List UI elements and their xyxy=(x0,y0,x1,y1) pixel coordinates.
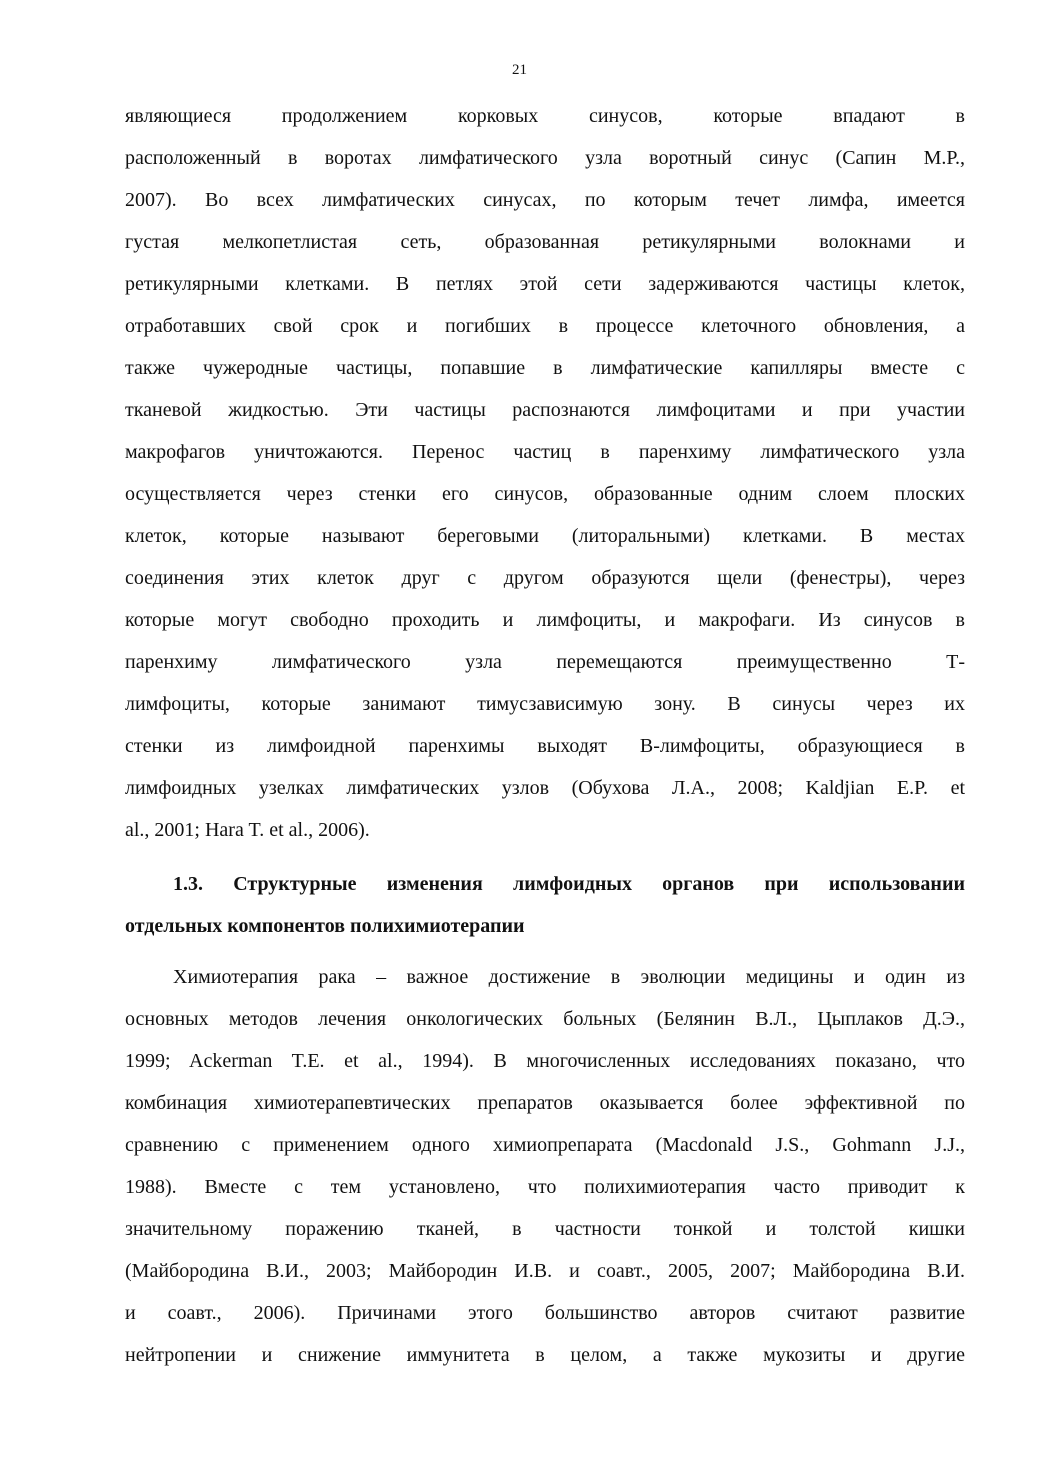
text-line: и соавт., 2006). Причинами этого большинство авторов считают развитие xyxy=(125,1302,965,1324)
text-line: лимфоциты, которые занимают тимусзависимую зону. В синусы через их xyxy=(125,693,965,715)
text-line: тканевой жидкостью. Эти частицы распознаются лимфоцитами и при участии xyxy=(125,399,965,421)
heading-line: 1.3. Структурные изменения лимфоидных органов при использовании xyxy=(173,873,965,895)
text-line: соединения этих клеток друг с другом образуются щели (фенестры), через xyxy=(125,567,965,589)
text-line: стенки из лимфоидной паренхимы выходят В-лимфоциты, образующиеся в xyxy=(125,735,965,757)
text-line: осуществляется через стенки его синусов, образованные одним слоем плоских xyxy=(125,483,965,505)
text-line: 1988). Вместе с тем установлено, что полихимиотерапия часто приводит к xyxy=(125,1176,965,1198)
text-line: (Майбородина В.И., 2003; Майбородин И.В. и соавт., 2005, 2007; Майбородина В.И. xyxy=(125,1260,965,1282)
text-line: значительному поражению тканей, в частности тонкой и толстой кишки xyxy=(125,1218,965,1240)
text-line: густая мелкопетлистая сеть, образованная ретикулярными волокнами и xyxy=(125,231,965,253)
text-line: сравнению с применением одного химиопрепарата (Macdonald J.S., Gohmann J.J., xyxy=(125,1134,965,1156)
text-line: комбинация химиотерапевтических препаратов оказывается более эффективной по xyxy=(125,1092,965,1114)
text-line: лимфоидных узелках лимфатических узлов (Обухова Л.А., 2008; Kaldjian E.P. et xyxy=(125,777,965,799)
text-line: ретикулярными клетками. В петлях этой сети задерживаются частицы клеток, xyxy=(125,273,965,295)
text-line: макрофагов уничтожаются. Перенос частиц в паренхиму лимфатического узла xyxy=(125,441,965,463)
text-line: 1999; Ackerman T.E. et al., 1994). В многочисленных исследованиях показано, что xyxy=(125,1050,965,1072)
text-line: также чужеродные частицы, попавшие в лимфатические капилляры вместе с xyxy=(125,357,965,379)
text-line: основных методов лечения онкологических больных (Белянин В.Л., Цыплаков Д.Э., xyxy=(125,1008,965,1030)
section-heading xyxy=(125,868,965,952)
text-line: расположенный в воротах лимфатического узла воротный синус (Сапин М.Р., xyxy=(125,147,965,169)
text-line: нейтропении и снижение иммунитета в целом, а также мукозиты и другие xyxy=(125,1344,965,1366)
heading-line: отдельных компонентов полихимиотерапии xyxy=(125,915,525,937)
text-line: клеток, которые называют береговыми (литоральными) клетками. В местах xyxy=(125,525,965,547)
text-line: Химиотерапия рака – важное достижение в эволюции медицины и один из xyxy=(173,966,965,988)
text-line: являющиеся продолжением корковых синусов, которые впадают в xyxy=(125,105,965,127)
text-line: которые могут свободно проходить и лимфоциты, и макрофаги. Из синусов в xyxy=(125,609,965,631)
text-line: отработавших свой срок и погибших в процессе клеточного обновления, а xyxy=(125,315,965,337)
text-line: 2007). Во всех лимфатических синусах, по которым течет лимфа, имеется xyxy=(125,189,965,211)
text-line: паренхиму лимфатического узла перемещаются преимущественно Т- xyxy=(125,651,965,673)
paragraph-chemotherapy xyxy=(125,961,965,1381)
paragraph-lymph-sinuses xyxy=(125,100,965,856)
text-line: al., 2001; Hara T. et al., 2006). xyxy=(125,819,370,841)
page-number: 21 xyxy=(512,62,527,78)
